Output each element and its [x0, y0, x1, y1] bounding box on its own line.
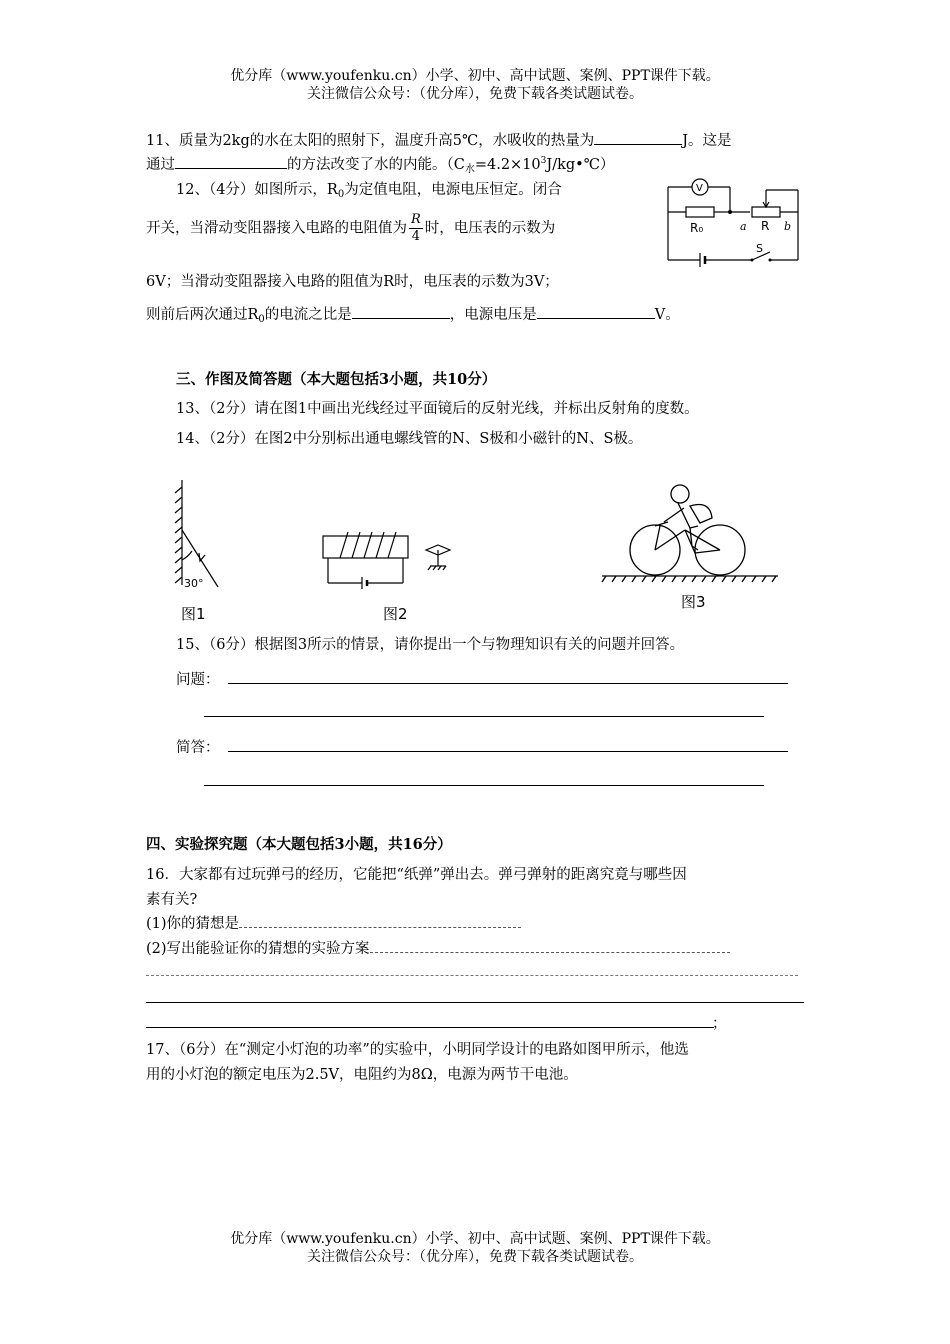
- q12-text2a: 开关，当滑动变阻器接入电路的电阻值为: [146, 220, 407, 237]
- question-label: 问题：: [176, 672, 220, 688]
- circuit-label-r: R: [761, 219, 770, 233]
- q11-line1: [146, 129, 732, 150]
- circuit-label-a: a: [740, 220, 747, 233]
- q12-circuit-diagram: [660, 172, 810, 272]
- q12-line3: 6V；当滑动变阻器接入电路的阻值为R时，电压表的示数为3V；: [146, 274, 559, 290]
- figure2-solenoid: [318, 528, 468, 593]
- q16-line2: 素有关?: [146, 892, 198, 908]
- q16-plan-line-2[interactable]: [146, 1002, 804, 1003]
- q16-plan: [146, 937, 730, 958]
- q16-plan-label: (2)写出能验证你的猜想的实验方案: [146, 941, 370, 957]
- rider-head-icon: [671, 485, 689, 503]
- r0-resistor: [686, 207, 714, 217]
- page-footer-line1: 优分库（www.youfenku.cn）小学、初中、高中试题、案例、PPT课件下载。: [230, 1231, 720, 1247]
- frac-num: R: [411, 212, 421, 227]
- q16-line1: 16．大家都有过玩弹弓的经历，它能把“纸弹”弹出去。弹弓弹射的距离究竟与哪些因: [146, 867, 687, 883]
- q12-text4b: 的电流之比是: [264, 307, 352, 323]
- q12-text1b: 为定值电阻，电源电压恒定。闭合: [344, 182, 562, 198]
- q12-line4: [146, 303, 680, 325]
- q11-text-d: 的方法改变了水的内能。（C: [287, 157, 465, 173]
- question-answer-line-1[interactable]: [228, 683, 788, 684]
- fig1-angle: 30°: [184, 577, 204, 590]
- circuit-label-v: V: [696, 183, 703, 194]
- page-header-line2: 关注微信公众号：（优分库），免费下载各类试题试卷。: [307, 86, 643, 102]
- q13-text: 13、（2分）请在图1中画出光线经过平面镜后的反射光线，并标出反射角的度数。: [176, 401, 699, 417]
- fig1-label: 图1: [181, 605, 206, 623]
- question-answer-line-2[interactable]: [204, 716, 764, 717]
- q11-unit: J。这是: [682, 133, 732, 149]
- q12-text4a: 则前后两次通过R: [146, 307, 259, 323]
- q11-sup: 3: [540, 156, 547, 166]
- q16-guess-blank[interactable]: [239, 913, 521, 928]
- circuit-label-b: b: [784, 220, 792, 233]
- answer-label: 简答：: [176, 740, 220, 756]
- fraction-r-over-4: [409, 212, 423, 245]
- fig2-label: 图2: [383, 605, 408, 623]
- q11-text-f: J/kg•℃）: [546, 157, 615, 173]
- q12-text1: 12、（4分）如图所示，R: [176, 182, 338, 198]
- q16-guess: [146, 912, 521, 933]
- q11-blank-heat[interactable]: [594, 130, 682, 145]
- q16-end: ；: [712, 1016, 727, 1032]
- section3-title: 三、作图及简答题（本大题包括3小题，共10分）: [176, 371, 497, 388]
- q12-line2: [146, 212, 555, 245]
- q16-plan-line-3[interactable]: [146, 1027, 714, 1028]
- q12-sub0-b: 0: [258, 314, 265, 325]
- circuit-label-s: S: [756, 242, 763, 255]
- q11-text: 11、质量为2kg的水在太阳的照射下，温度升高5℃，水吸收的热量为: [146, 133, 595, 149]
- circuit-label-r0: R₀: [690, 221, 704, 235]
- figure1-mirror: [170, 475, 230, 595]
- q11-blank-method[interactable]: [175, 154, 287, 169]
- page-header-line1: 优分库（www.youfenku.cn）小学、初中、高中试题、案例、PPT课件下载。: [230, 68, 720, 84]
- q12-line1: [176, 178, 562, 200]
- q12-blank-voltage[interactable]: [537, 304, 655, 319]
- q11-text-e: =4.2×10: [474, 157, 541, 173]
- q11-line2: [146, 153, 614, 175]
- q17-line2: 用的小灯泡的额定电压为2.5V，电阻约为8Ω，电源为两节干电池。: [146, 1067, 578, 1083]
- section4-title: 四、实验探究题（本大题包括3小题，共16分）: [146, 836, 452, 853]
- q11-text-c: 通过: [146, 157, 175, 173]
- q16-plan-blank[interactable]: [370, 938, 730, 953]
- q17-line1: 17、（6分）在“测定小灯泡的功率”的实验中，小明同学设计的电路如图甲所示，他选: [146, 1042, 689, 1058]
- q12-text4c: ，电源电压是: [449, 307, 537, 323]
- q12-text4d: V。: [654, 307, 680, 323]
- q12-sub0: 0: [337, 189, 345, 200]
- fig3-label: 图3: [681, 593, 706, 611]
- q15-text: 15、（6分）根据图3所示的情景，请你提出一个与物理知识有关的问题并回答。: [176, 637, 685, 653]
- q14-text: 14、（2分）在图2中分别标出通电螺线管的N、S极和小磁针的N、S极。: [176, 431, 643, 447]
- rheostat: [752, 207, 780, 217]
- q12-text2b: 时，电压表的示数为: [424, 220, 556, 237]
- short-answer-line-2[interactable]: [204, 785, 764, 786]
- page-footer-line2: 关注微信公众号：（优分库），免费下载各类试题试卷。: [307, 1249, 643, 1265]
- figure3-cyclist: [600, 478, 780, 588]
- q16-plan-line-dashed[interactable]: [146, 975, 798, 976]
- q12-blank-ratio[interactable]: [352, 304, 450, 319]
- q11-sub-water: 水: [464, 164, 475, 175]
- short-answer-line-1[interactable]: [228, 751, 788, 752]
- q16-guess-label: (1)你的猜想是: [146, 916, 240, 932]
- frac-den: 4: [411, 229, 421, 244]
